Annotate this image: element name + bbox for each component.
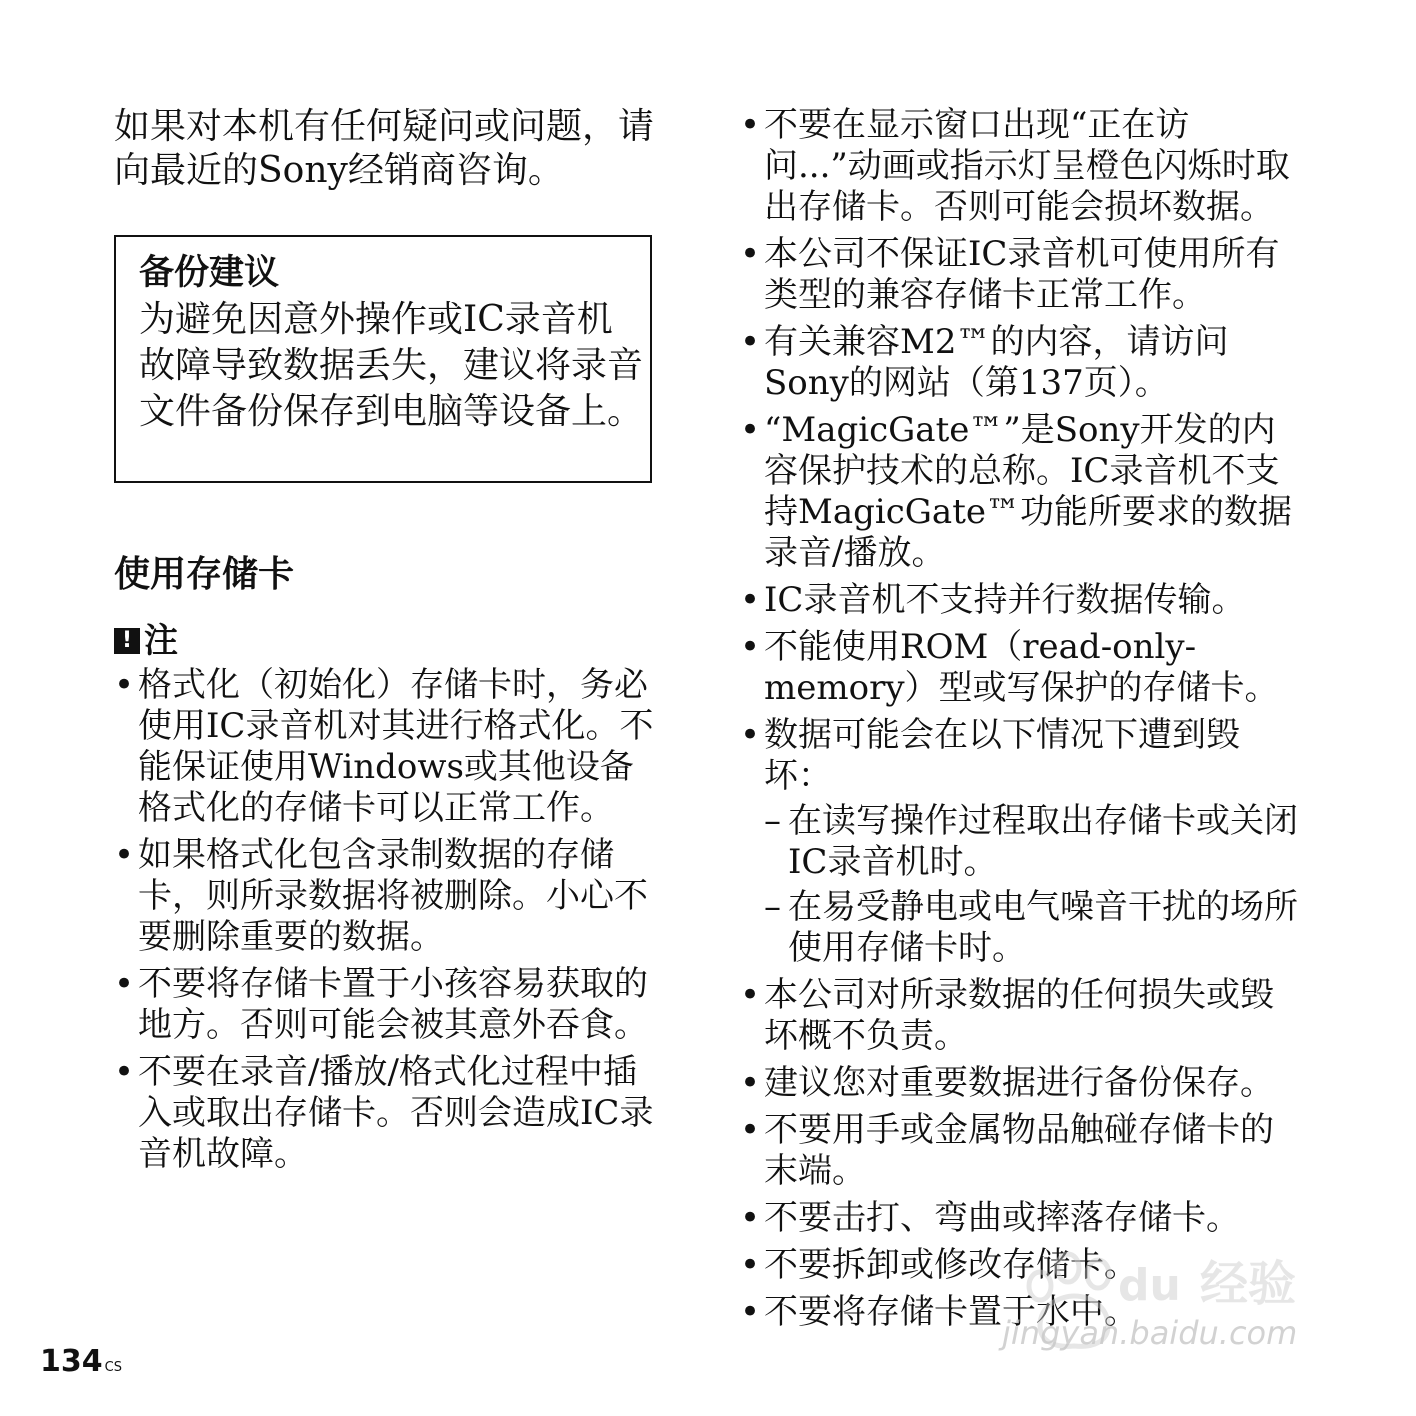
bullet: • <box>740 580 761 620</box>
list-item <box>740 322 1300 404</box>
list-item-text: 不要将存储卡置于水中。 <box>764 1292 1138 1332</box>
bullet: • <box>740 410 761 450</box>
page-number-value: 134 <box>40 1344 103 1379</box>
list-item <box>114 964 666 1046</box>
sub-list-item <box>764 801 1300 883</box>
list-item-text: 数据可能会在以下情况下遭到毁坏： <box>764 715 1240 796</box>
section-heading: 使用存储卡 <box>114 554 295 595</box>
list-item-text: 不要在显示窗口出现“正在访问...”动画或指示灯呈橙色闪烁时取出存储卡。否则可能会损坏数据。 <box>764 105 1290 227</box>
bullet: • <box>114 1052 135 1092</box>
list-item <box>114 835 666 958</box>
list-item-text: 不要击打、弯曲或摔落存储卡。 <box>764 1198 1240 1238</box>
dash: – <box>764 887 781 927</box>
list-item-text: 不要在录音/播放/格式化过程中插入或取出存储卡。否则会造成IC录音机故障。 <box>138 1052 654 1174</box>
svg-text:du: du <box>1118 1260 1181 1311</box>
backup-box-title: 备份建议 <box>139 253 280 293</box>
svg-text:经验: 经验 <box>1200 1256 1297 1312</box>
sub-list-item <box>764 887 1300 969</box>
list-item <box>740 105 1300 228</box>
list-item-text: 如果格式化包含录制数据的存储卡，则所录数据将被删除。小心不要删除重要的数据。 <box>138 835 648 957</box>
sub-list-item-text: 在易受静电或电气噪音干扰的场所使用存储卡时。 <box>788 887 1298 968</box>
list-item <box>740 715 1300 969</box>
bullet: • <box>114 835 135 875</box>
damage-conditions-list <box>764 801 1300 969</box>
left-column <box>114 105 684 1174</box>
bullet: • <box>740 715 761 755</box>
bullet: • <box>740 322 761 362</box>
list-item-text: 本公司不保证IC录音机可使用所有类型的兼容存储卡正常工作。 <box>764 234 1280 315</box>
note-label: 注 <box>144 621 178 661</box>
bullet: • <box>740 1245 761 1285</box>
list-item <box>740 627 1300 709</box>
list-item-text: 不能使用ROM（read-only-memory）型或写保护的存储卡。 <box>764 627 1279 708</box>
list-item <box>740 580 1300 621</box>
page-number-suffix: CS <box>104 1360 122 1375</box>
list-item-text: 建议您对重要数据进行备份保存。 <box>764 1063 1274 1103</box>
bullet: • <box>740 627 761 667</box>
note-heading <box>114 621 178 661</box>
bullet: • <box>740 1198 761 1238</box>
left-note-list <box>114 665 666 1181</box>
list-item-text: 本公司对所录数据的任何损失或毁坏概不负责。 <box>764 975 1274 1056</box>
list-item-text: 不要拆卸或修改存储卡。 <box>764 1245 1138 1285</box>
backup-advice-box <box>114 235 652 483</box>
bullet: • <box>740 1110 761 1150</box>
list-item <box>740 410 1300 574</box>
note-icon: ! <box>114 628 140 654</box>
list-item-text: 格式化（初始化）存储卡时，务必使用IC录音机对其进行格式化。不能保证使用Windows或其他设备格式化的存储卡可以正常工作。 <box>138 665 654 828</box>
bullet: • <box>740 975 761 1015</box>
list-item-text: 有关兼容M2™的内容，请访问Sony的网站（第137页）。 <box>764 322 1229 403</box>
watermark-url: jingyan.baidu.com <box>1002 1314 1298 1352</box>
right-note-list <box>740 105 1300 1339</box>
page-number <box>40 1342 122 1382</box>
dash: – <box>764 801 781 841</box>
list-item <box>740 1110 1300 1192</box>
list-item-text: IC录音机不支持并行数据传输。 <box>764 580 1246 620</box>
list-item-text: 不要将存储卡置于小孩容易获取的地方。否则可能会被其意外吞食。 <box>138 964 648 1045</box>
bullet: • <box>740 234 761 274</box>
list-item-text: “MagicGate™”是Sony开发的内容保护技术的总称。IC录音机不支持MagicGate™功能所要求的数据录音/播放。 <box>764 410 1292 573</box>
sub-list-item-text: 在读写操作过程取出存储卡或关闭IC录音机时。 <box>788 801 1298 882</box>
bullet: • <box>114 964 135 1004</box>
intro-paragraph: 如果对本机有任何疑问或问题，请向最近的Sony经销商咨询。 <box>114 106 655 191</box>
list-item-text: 不要用手或金属物品触碰存储卡的末端。 <box>764 1110 1274 1191</box>
list-item <box>740 234 1300 316</box>
bullet: • <box>740 105 761 145</box>
list-item <box>740 1198 1300 1239</box>
bullet: • <box>740 1063 761 1103</box>
list-item <box>740 975 1300 1057</box>
bullet: • <box>114 665 135 705</box>
backup-box-body: 为避免因意外操作或IC录音机故障导致数据丢失，建议将录音文件备份保存到电脑等设备上。 <box>139 299 644 432</box>
list-item <box>114 665 666 829</box>
list-item <box>740 1063 1300 1104</box>
bullet: • <box>740 1292 761 1332</box>
list-item <box>114 1052 666 1175</box>
